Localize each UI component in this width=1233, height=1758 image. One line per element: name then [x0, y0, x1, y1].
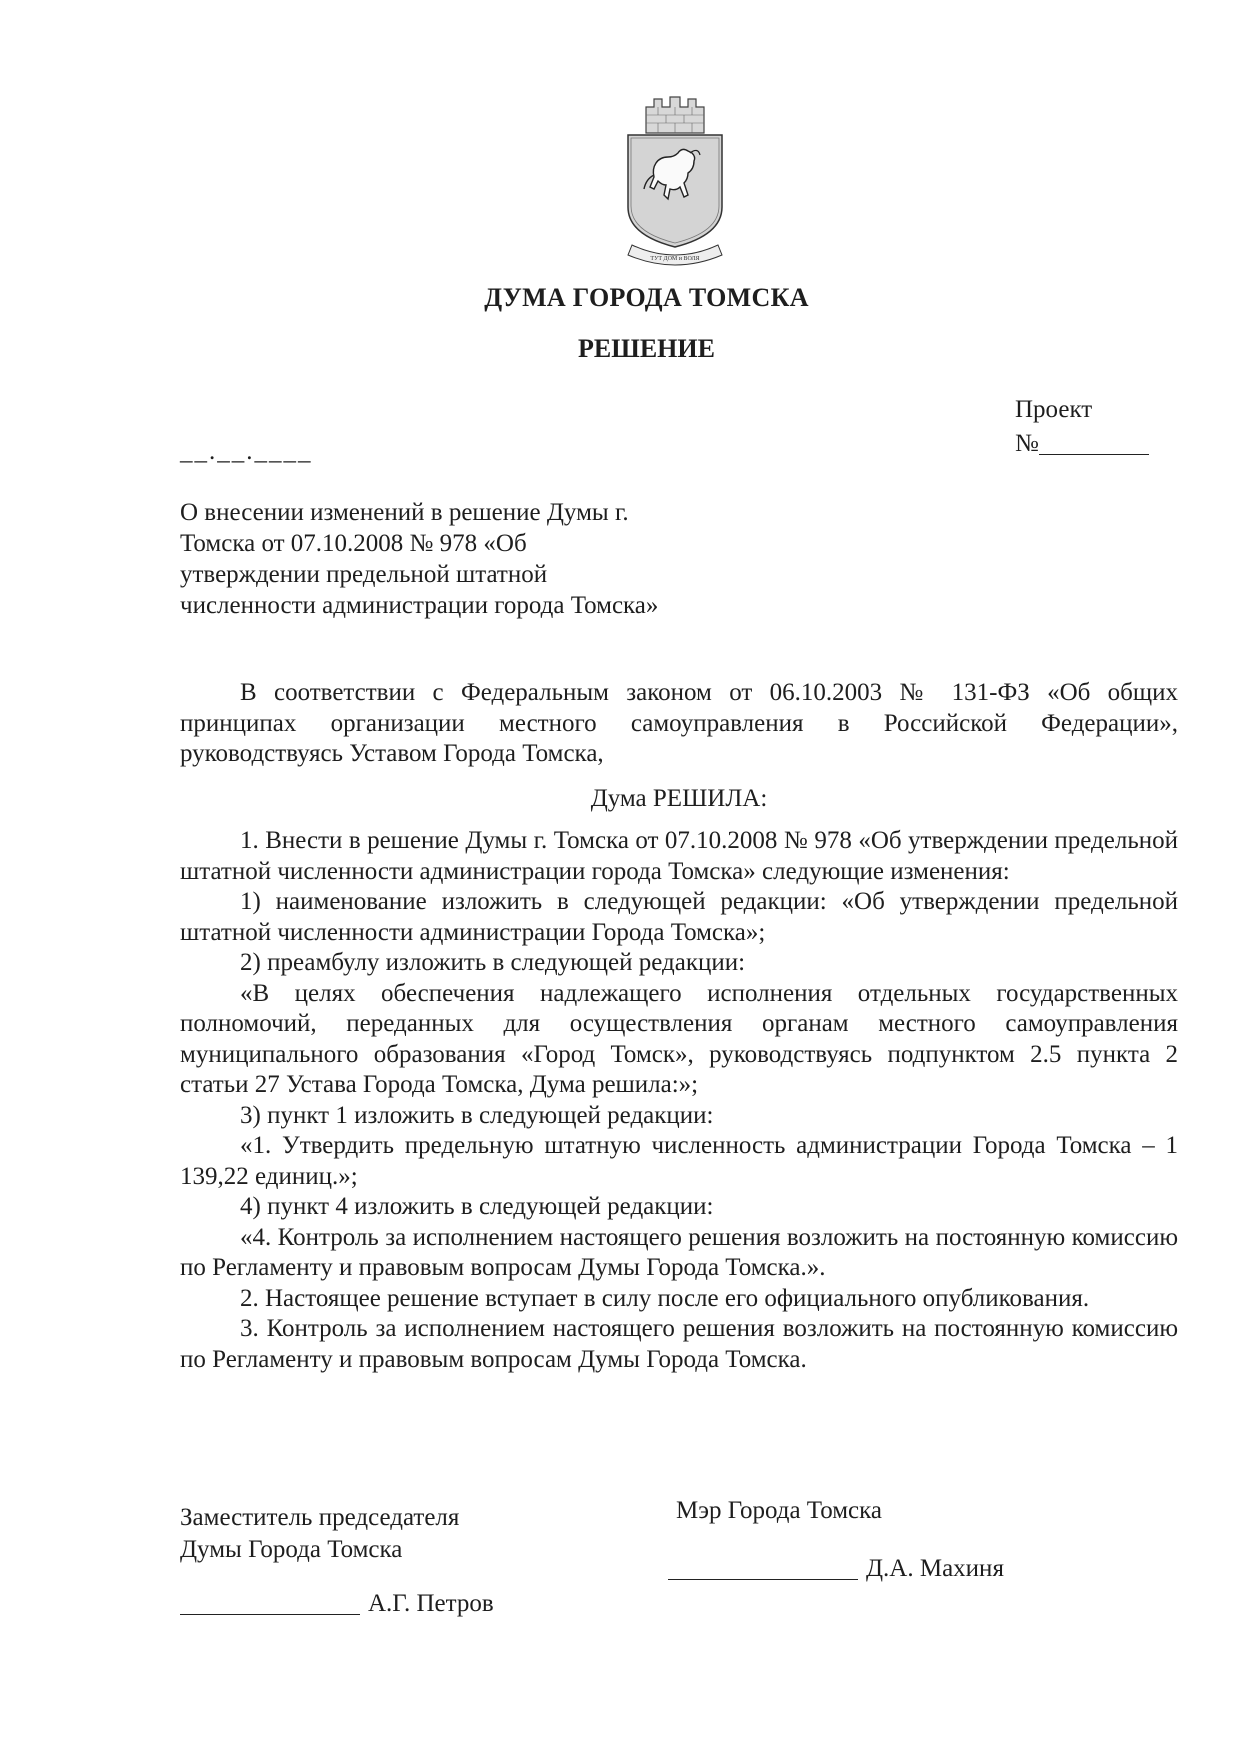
signatory-left-name: А.Г. Петров [368, 1590, 494, 1617]
organization-name: ДУМА ГОРОДА ТОМСКА [484, 283, 809, 312]
clause-1-1: 1) наименование изложить в следующей редакции: «Об утверждении предельной штатной численности администрации Города Томска»; [180, 888, 1178, 946]
signature-line-left [180, 1590, 494, 1618]
signatory-right-title: Мэр Города Томска [676, 1497, 883, 1524]
clause-1-4: 4) пункт 4 изложить в следующей редакции: [240, 1193, 714, 1220]
svg-text:ТУТ ДОМ и ВОЛЯ: ТУТ ДОМ и ВОЛЯ [650, 256, 700, 262]
preamble: В соответствии с Федеральным законом от 06.10.2003 № 131-ФЗ «Об общих принципах организации местного самоуправления в Российской Федерации», руководствуясь Уставом Города Томска, [180, 679, 1178, 767]
clause-3: 3. Контроль за исполнением настоящего решения возложить на постоянную комиссию по Регламенту и правовым вопросам Думы Города Томска. [180, 1315, 1178, 1373]
signature-line-right [668, 1555, 1004, 1583]
signatory-left-title-2: Думы Города Томска [180, 1536, 403, 1563]
number-blank [1039, 430, 1149, 455]
draft-label: Проект [1015, 396, 1093, 423]
signatory-right-name: Д.А. Махиня [866, 1555, 1004, 1582]
clause-1: 1. Внести в решение Думы г. Томска от 07.10.2008 № 978 «Об утверждении предельной штатной численности администрации города Томска» следующие изменения: [180, 827, 1178, 885]
document-type: РЕШЕНИЕ [578, 334, 715, 363]
clause-1-3: 3) пункт 1 изложить в следующей редакции: [240, 1101, 714, 1129]
signature-blank-right [668, 1555, 858, 1580]
signature-blank-left [180, 1590, 360, 1615]
date-placeholder: __.__.____ [180, 438, 313, 465]
signatory-left-title-1: Заместитель председателя [180, 1504, 460, 1531]
decision-heading: Дума РЕШИЛА: [590, 784, 768, 812]
draft-block [1015, 393, 1149, 461]
clause-1-2-text: «В целях обеспечения надлежащего исполнения отдельных государственных полномочий, переданных для осуществления органам местного самоуправления муниципального образования «Город Томск», руководствуясь подпунктом 2.5 пункта 2 статьи 27 Устава Города Томска, Дума решила:»; [180, 979, 1178, 1098]
clause-2: 2. Настоящее решение вступает в силу после его официального опубликования. [240, 1284, 1090, 1312]
clause-1-3-text: «1. Утвердить предельную штатную численность администрации Города Томска – 1 139,22 единиц.»; [180, 1132, 1178, 1190]
document-body [180, 678, 1178, 1375]
signatory-left-title [180, 1502, 459, 1566]
clause-1-4-text: «4. Контроль за исполнением настоящего решения возложить на постоянную комиссию по Регламенту и правовым вопросам Думы Города Томска.». [180, 1223, 1178, 1281]
clause-1-2: 2) преамбулу изложить в следующей редакции: [240, 949, 746, 976]
number-field [1015, 427, 1149, 461]
number-label: № [1015, 430, 1039, 457]
tomsk-coat-of-arms-icon [618, 95, 732, 273]
document-subject: О внесении изменений в решение Думы г. Томска от 07.10.2008 № 978 «Об утверждении предельной штатной численности администрации города Томска» [180, 499, 659, 619]
